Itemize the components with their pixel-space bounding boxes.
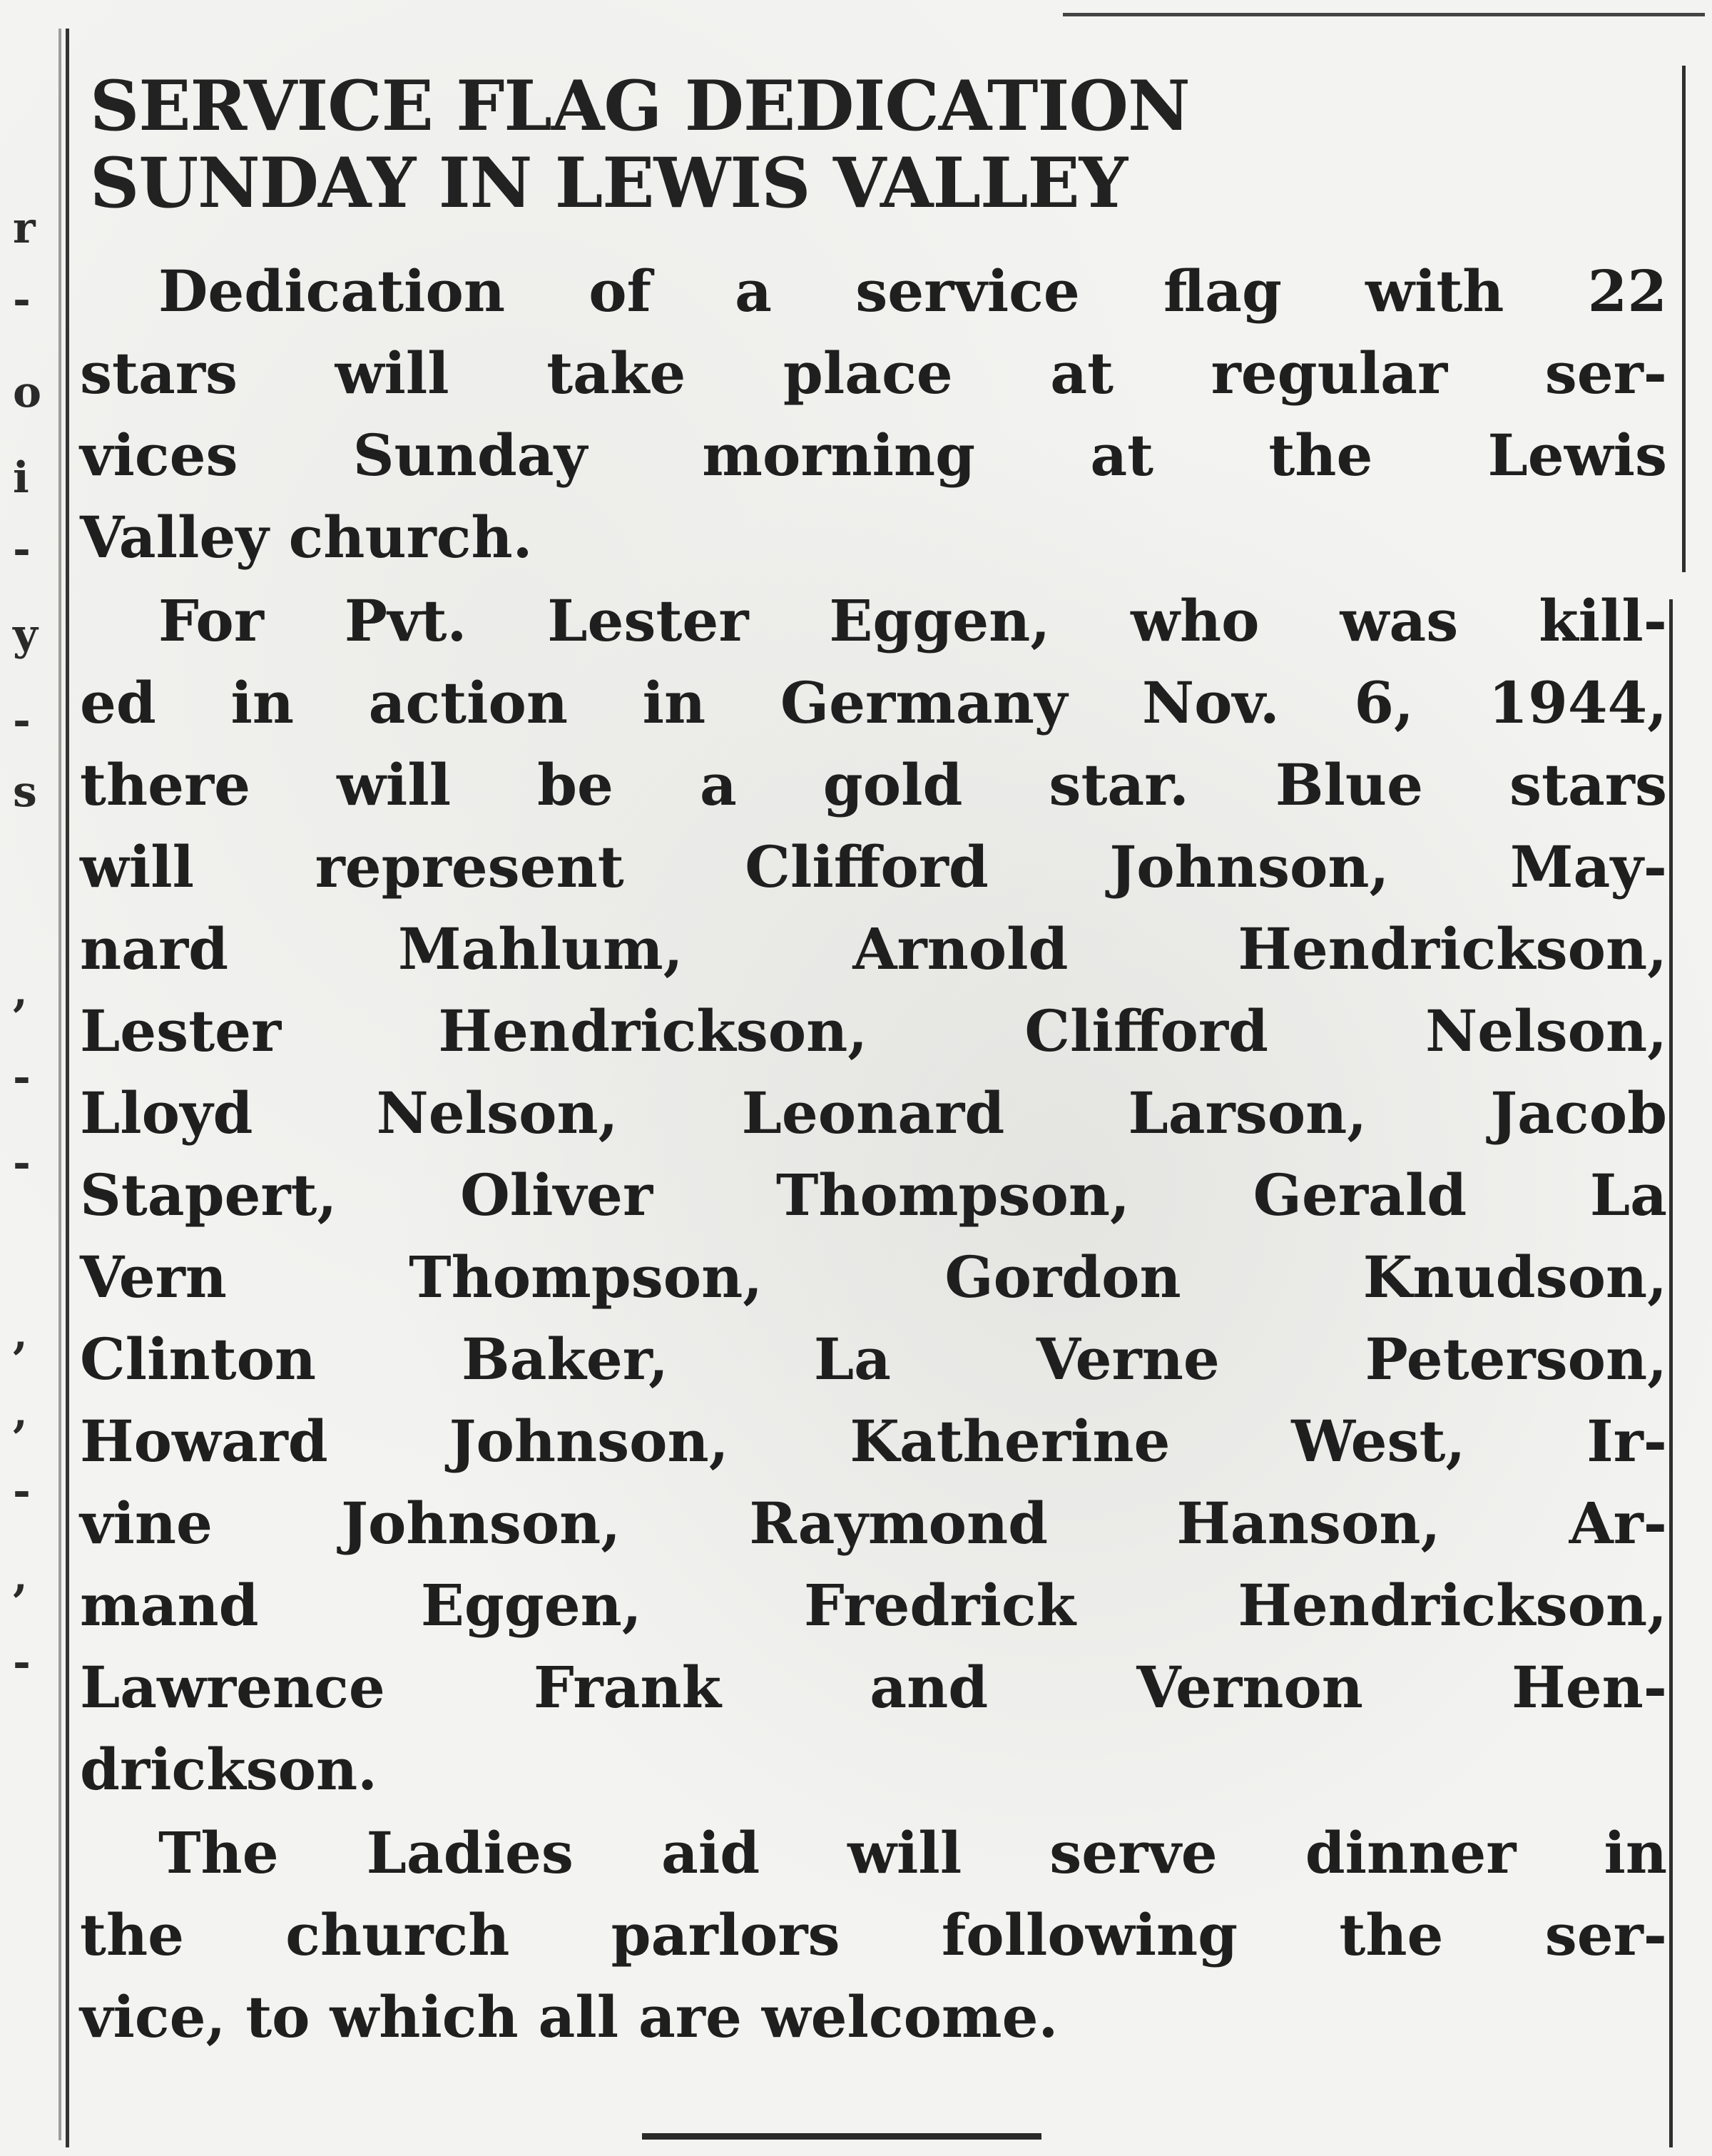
text-line: the church parlors following the ser- [80, 1901, 1667, 1968]
text-line: nard Mahlum, Arnold Hendrickson, [80, 915, 1667, 982]
fragment-char: o [13, 367, 42, 417]
fragment-char: i [13, 453, 29, 503]
text-line: vice, to which all are welcome. [80, 1983, 1059, 2050]
fragment-char: - [13, 524, 31, 574]
text-line: Stapert, Oliver Thompson, Gerald La [80, 1161, 1667, 1229]
top-column-rule [1063, 13, 1705, 16]
fragment-char: , [13, 1309, 28, 1359]
text-line: For Pvt. Lester Eggen, who was kill- [158, 587, 1667, 654]
fragment-char: - [13, 1052, 31, 1102]
fragment-char: y [13, 610, 38, 660]
fragment-char: - [13, 1138, 31, 1188]
fragment-char: , [13, 1552, 28, 1602]
text-line: Clinton Baker, La Verne Peterson, [80, 1326, 1667, 1393]
article-paragraph [80, 580, 1667, 1811]
fragment-char: , [13, 967, 28, 1017]
headline [90, 68, 1667, 222]
right-column-rule-lower [1669, 599, 1673, 2147]
fragment-char: - [13, 1466, 31, 1516]
text-line: Dedication of a service flag with 22 [158, 258, 1667, 325]
fragment-char: , [13, 1388, 28, 1438]
left-column-rule [66, 29, 69, 2147]
text-line: Howard Johnson, Katherine West, Ir- [80, 1408, 1667, 1475]
text-line: there will be a gold star. Blue stars [80, 751, 1667, 818]
text-line: will represent Clifford Johnson, May- [80, 833, 1667, 900]
text-line: drickson. [80, 1736, 378, 1803]
bottom-separator-rule [642, 2133, 1041, 2140]
headline-line: SUNDAY IN LEWIS VALLEY [90, 143, 1128, 223]
fragment-char: - [13, 1637, 31, 1687]
headline-line: SERVICE FLAG DEDICATION [90, 66, 1190, 146]
fragment-char: - [13, 696, 31, 746]
fragment-char: s [13, 767, 37, 817]
article-paragraph [80, 250, 1667, 579]
text-line: Valley church. [80, 504, 533, 571]
text-line: Lawrence Frank and Vernon Hen- [80, 1654, 1667, 1721]
text-line: mand Eggen, Fredrick Hendrickson, [80, 1572, 1667, 1639]
text-line: stars will take place at regular ser- [80, 340, 1667, 407]
text-line: vices Sunday morning at the Lewis [80, 422, 1667, 489]
adjacent-column-fragments [7, 157, 57, 2012]
fragment-char: - [13, 275, 31, 325]
text-line: Lloyd Nelson, Leonard Larson, Jacob [80, 1079, 1667, 1146]
right-column-rule-upper [1682, 66, 1686, 572]
fragment-char: r [13, 203, 36, 253]
text-line: The Ladies aid will serve dinner in [158, 1819, 1667, 1886]
text-line: vine Johnson, Raymond Hanson, Ar- [80, 1490, 1667, 1557]
article-paragraph [80, 1812, 1667, 2058]
text-line: Lester Hendrickson, Clifford Nelson, [80, 997, 1667, 1064]
text-line: ed in action in Germany Nov. 6, 1944, [80, 669, 1667, 736]
text-line: Vern Thompson, Gordon Knudson, [80, 1244, 1667, 1311]
article [80, 68, 1667, 2058]
left-column-rule-faint [58, 29, 61, 2140]
